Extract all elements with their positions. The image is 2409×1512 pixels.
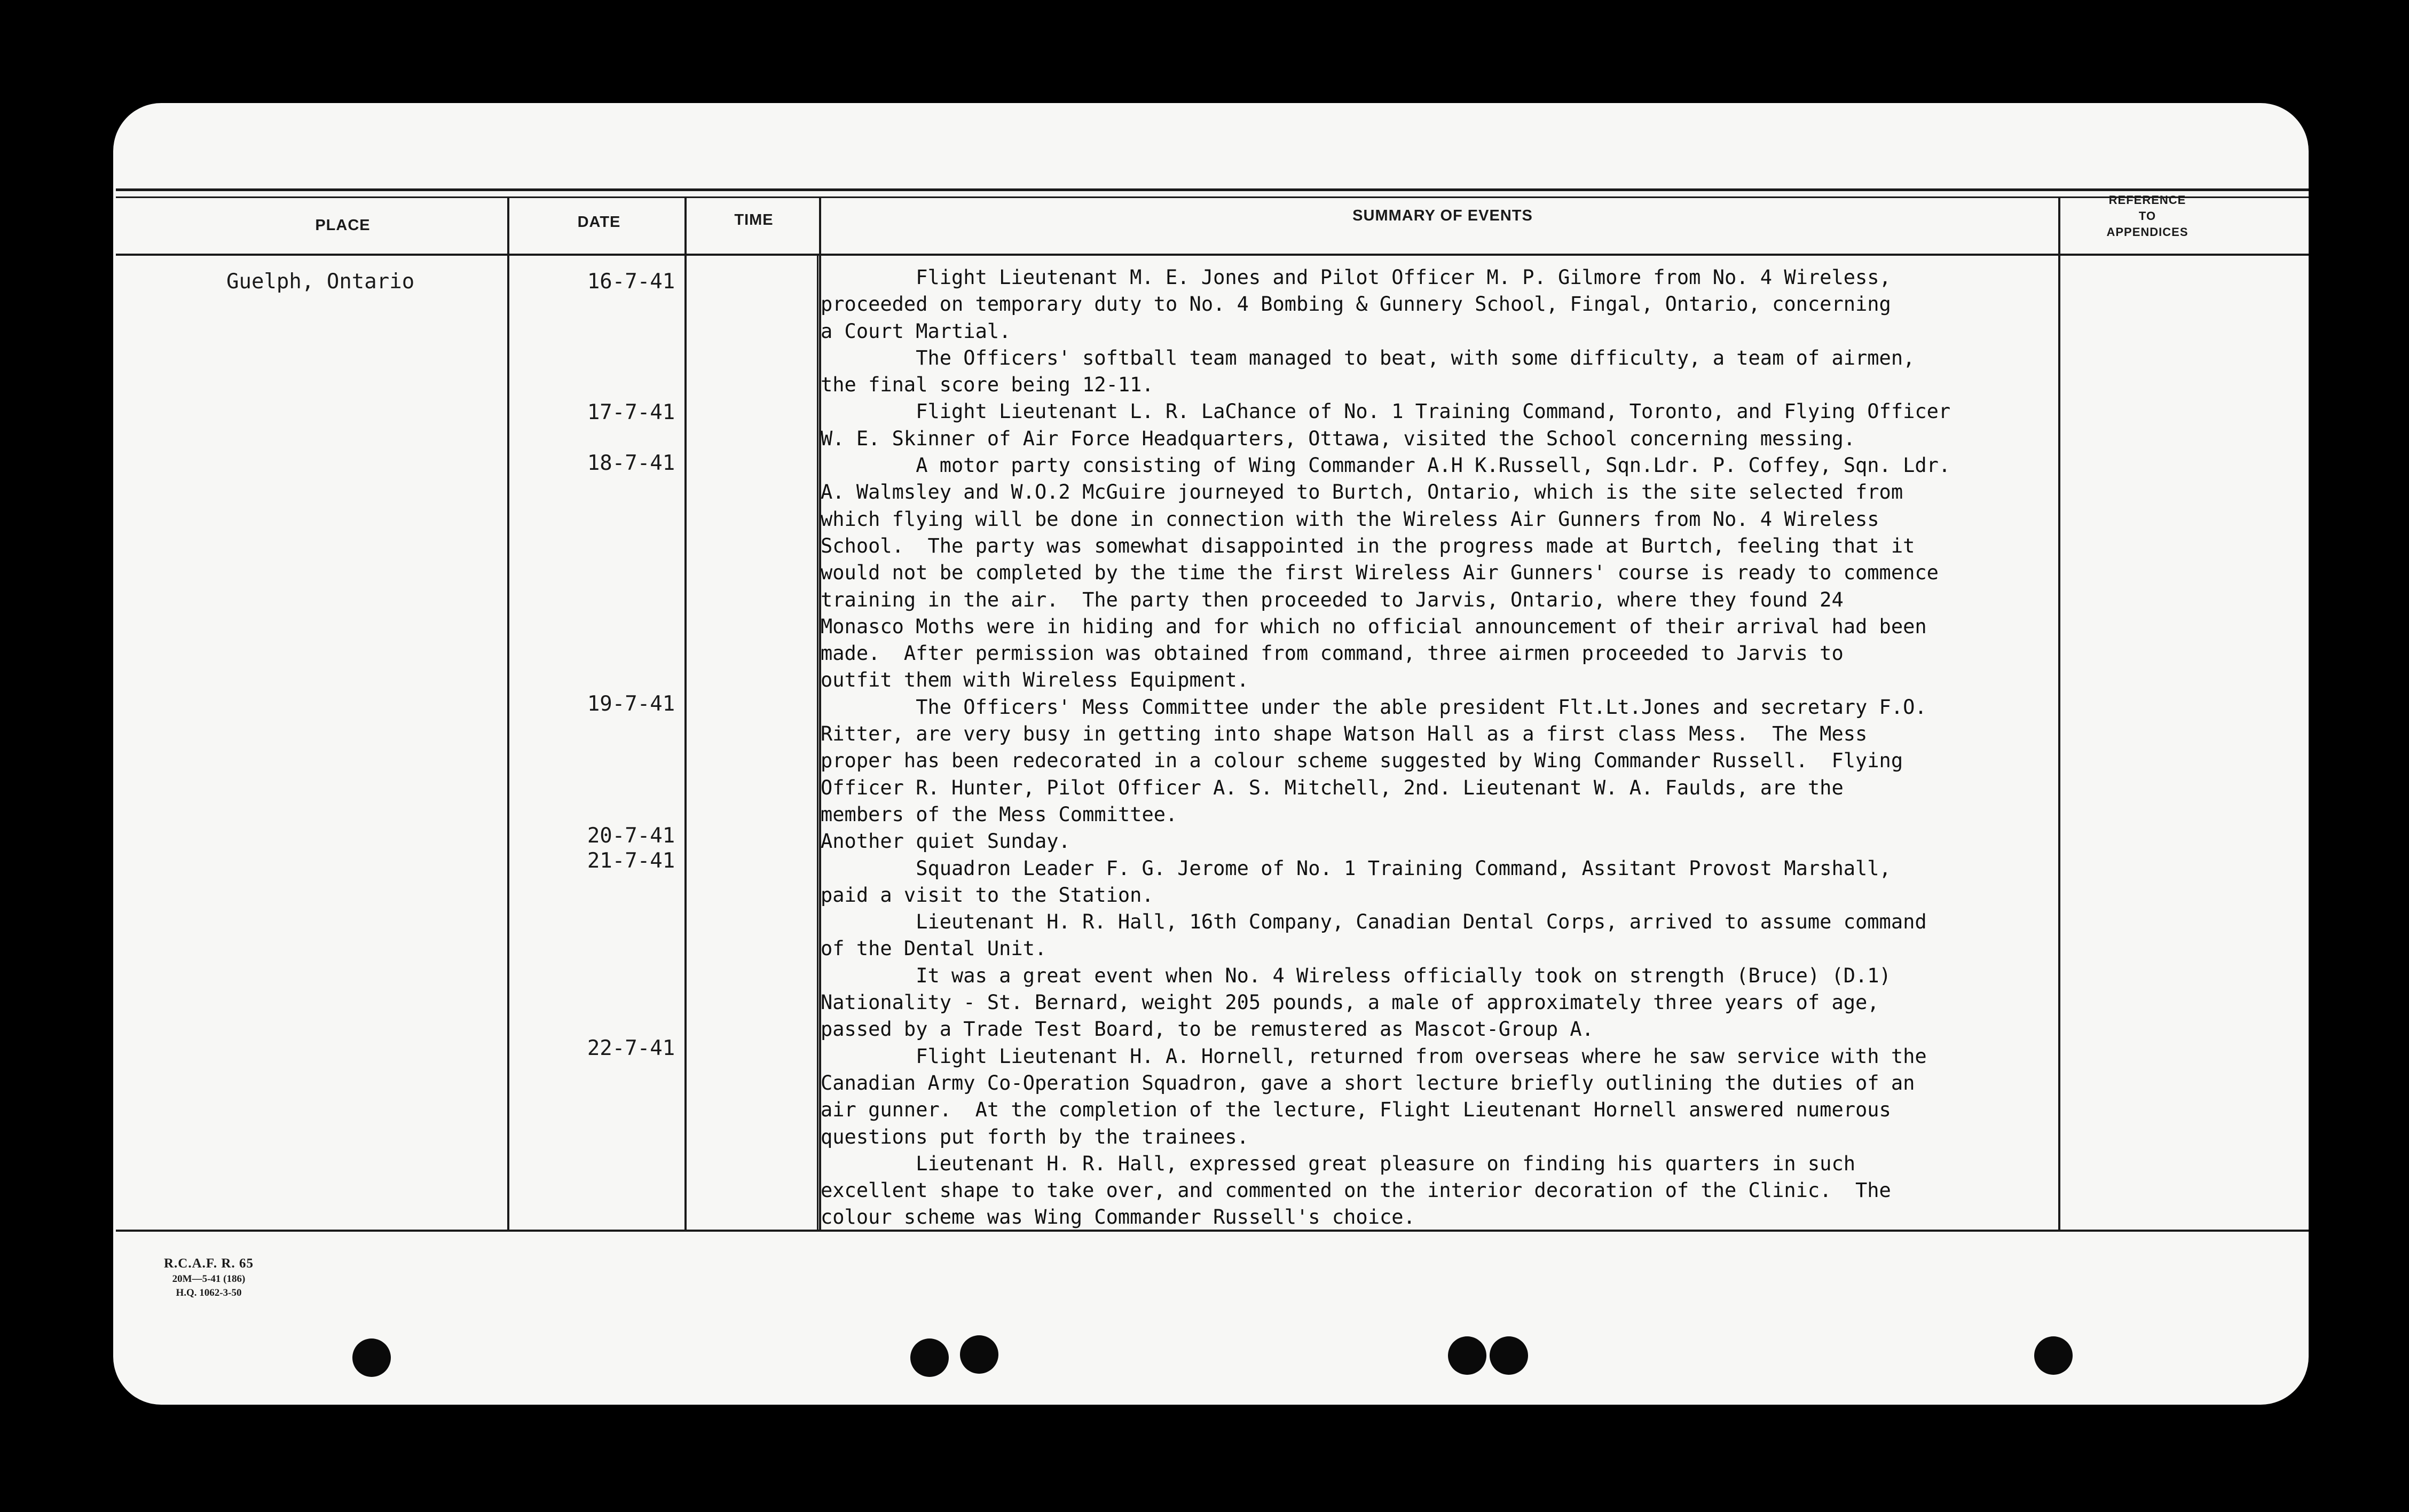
summary-line: a Court Martial. <box>821 319 1011 343</box>
summary-line: W. E. Skinner of Air Force Headquarters, Ottawa, visited the School concerning messing. <box>821 427 1856 450</box>
summary-line: training in the air. The party then proceeded to Jarvis, Ontario, where they found 24 <box>821 588 1844 611</box>
summary-line: Nationality - St. Bernard, weight 205 pounds, a male of approximately three years of age, <box>821 991 1879 1014</box>
header-bottom-rule <box>116 254 2309 256</box>
summary-line: It was a great event when No. 4 Wireless officially took on strength (Bruce) (D.1) <box>821 964 1891 987</box>
summary-of-events-text <box>821 264 2187 1231</box>
summary-line: Monasco Moths were in hiding and for which no official announcement of their arrival had been <box>821 615 1927 638</box>
summary-line: Canadian Army Co-Operation Squadron, gave a short lecture briefly outlining the duties of an <box>821 1071 1915 1094</box>
diary-form-card <box>113 103 2309 1405</box>
summary-line: which flying will be done in connection with the Wireless Air Gunners from No. 4 Wireless <box>821 507 1879 531</box>
header-place: PLACE <box>315 217 371 234</box>
header-reference-to-appendices <box>2078 192 2217 240</box>
place-entry: Guelph, Ontario <box>226 270 415 294</box>
summary-line: Ritter, are very busy in getting into shape Watson Hall as a first class Mess. The Mess <box>821 722 1868 746</box>
summary-line: Flight Lieutenant M. E. Jones and Pilot Officer M. P. Gilmore from No. 4 Wireless, <box>821 266 1891 289</box>
summary-line: air gunner. At the completion of the lecture, Flight Lieutenant Hornell answered numerous <box>821 1098 1891 1122</box>
punch-hole <box>352 1338 391 1377</box>
header-top-rule-2 <box>116 196 2309 198</box>
summary-line: proceeded on temporary duty to No. 4 Bombing & Gunnery School, Fingal, Ontario, concerning <box>821 293 1891 316</box>
summary-line: proper has been redecorated in a colour scheme suggested by Wing Commander Russell. Flying <box>821 749 1903 773</box>
summary-line: the final score being 12-11. <box>821 373 1154 397</box>
summary-line: Lieutenant H. R. Hall, expressed great pleasure on finding his quarters in such <box>821 1152 1856 1175</box>
header-reference-line3: APPENDICES <box>2106 225 2188 239</box>
header-reference-line1: REFERENCE <box>2108 193 2186 207</box>
date-entry: 16-7-41 <box>587 270 675 294</box>
header-top-rule <box>116 188 2309 191</box>
form-print-run: 20M—5-41 (186) <box>172 1273 246 1285</box>
punch-hole <box>960 1335 998 1374</box>
summary-line: colour scheme was Wing Commander Russell's choice. <box>821 1206 1415 1229</box>
date-entry: 19-7-41 <box>587 692 675 716</box>
header-reference-line2: TO <box>2138 209 2156 223</box>
date-entry: 20-7-41 <box>587 824 675 848</box>
summary-line: A motor party consisting of Wing Commander A.H K.Russell, Sqn.Ldr. P. Coffey, Sqn. Ldr. <box>821 454 1951 477</box>
form-hq-reference: H.Q. 1062-3-50 <box>176 1287 242 1298</box>
date-entry: 21-7-41 <box>587 849 675 873</box>
date-entry: 18-7-41 <box>587 451 675 475</box>
punch-hole <box>1448 1336 1486 1375</box>
form-number: R.C.A.F. R. 65 <box>164 1256 254 1271</box>
summary-line: of the Dental Unit. <box>821 937 1047 960</box>
summary-line: Squadron Leader F. G. Jerome of No. 1 Training Command, Assitant Provost Marshall, <box>821 856 1891 880</box>
date-entry: 22-7-41 <box>587 1036 675 1060</box>
punch-hole <box>910 1338 949 1377</box>
summary-line: Flight Lieutenant H. A. Hornell, returned from overseas where he saw service with the <box>821 1044 1927 1068</box>
column-divider-time-summary-2 <box>817 254 818 1231</box>
summary-line: Another quiet Sunday. <box>821 830 1070 853</box>
summary-line: Flight Lieutenant L. R. LaChance of No. 1 Training Command, Toronto, and Flying Officer <box>821 400 1951 423</box>
date-entry: 17-7-41 <box>587 400 675 424</box>
header-summary-of-events: SUMMARY OF EVENTS <box>1352 207 1533 224</box>
punch-hole <box>2034 1336 2073 1375</box>
summary-line: passed by a Trade Test Board, to be remustered as Mascot-Group A. <box>821 1018 1594 1041</box>
summary-line: A. Walmsley and W.O.2 McGuire journeyed to Burtch, Ontario, which is the site selected from <box>821 481 1903 504</box>
summary-line: questions put forth by the trainees. <box>821 1125 1249 1148</box>
column-divider-place-date <box>507 196 509 1231</box>
summary-line: excellent shape to take over, and commented on the interior decoration of the Clinic. The <box>821 1179 1891 1202</box>
summary-line: would not be completed by the time the first Wireless Air Gunners' course is ready to commence <box>821 561 1939 585</box>
summary-line: The Officers' Mess Committee under the able president Flt.Lt.Jones and secretary F.O. <box>821 695 1927 719</box>
header-time: TIME <box>734 211 774 229</box>
summary-line: Lieutenant H. R. Hall, 16th Company, Canadian Dental Corps, arrived to assume command <box>821 910 1927 934</box>
summary-line: made. After permission was obtained from command, three airmen proceeded to Jarvis to <box>821 642 1844 665</box>
summary-line: paid a visit to the Station. <box>821 883 1154 907</box>
header-date: DATE <box>577 214 621 231</box>
summary-line: School. The party was somewhat disappointed in the progress made at Burtch, feeling that it <box>821 534 1915 557</box>
form-identifier <box>164 1255 254 1300</box>
summary-line: Officer R. Hunter, Pilot Officer A. S. Mitchell, 2nd. Lieutenant W. A. Faulds, are the <box>821 776 1844 799</box>
summary-line: The Officers' softball team managed to beat, with some difficulty, a team of airmen, <box>821 346 1915 369</box>
punch-hole <box>1490 1336 1528 1375</box>
summary-line: members of the Mess Committee. <box>821 802 1178 826</box>
summary-line: outfit them with Wireless Equipment. <box>821 668 1249 692</box>
